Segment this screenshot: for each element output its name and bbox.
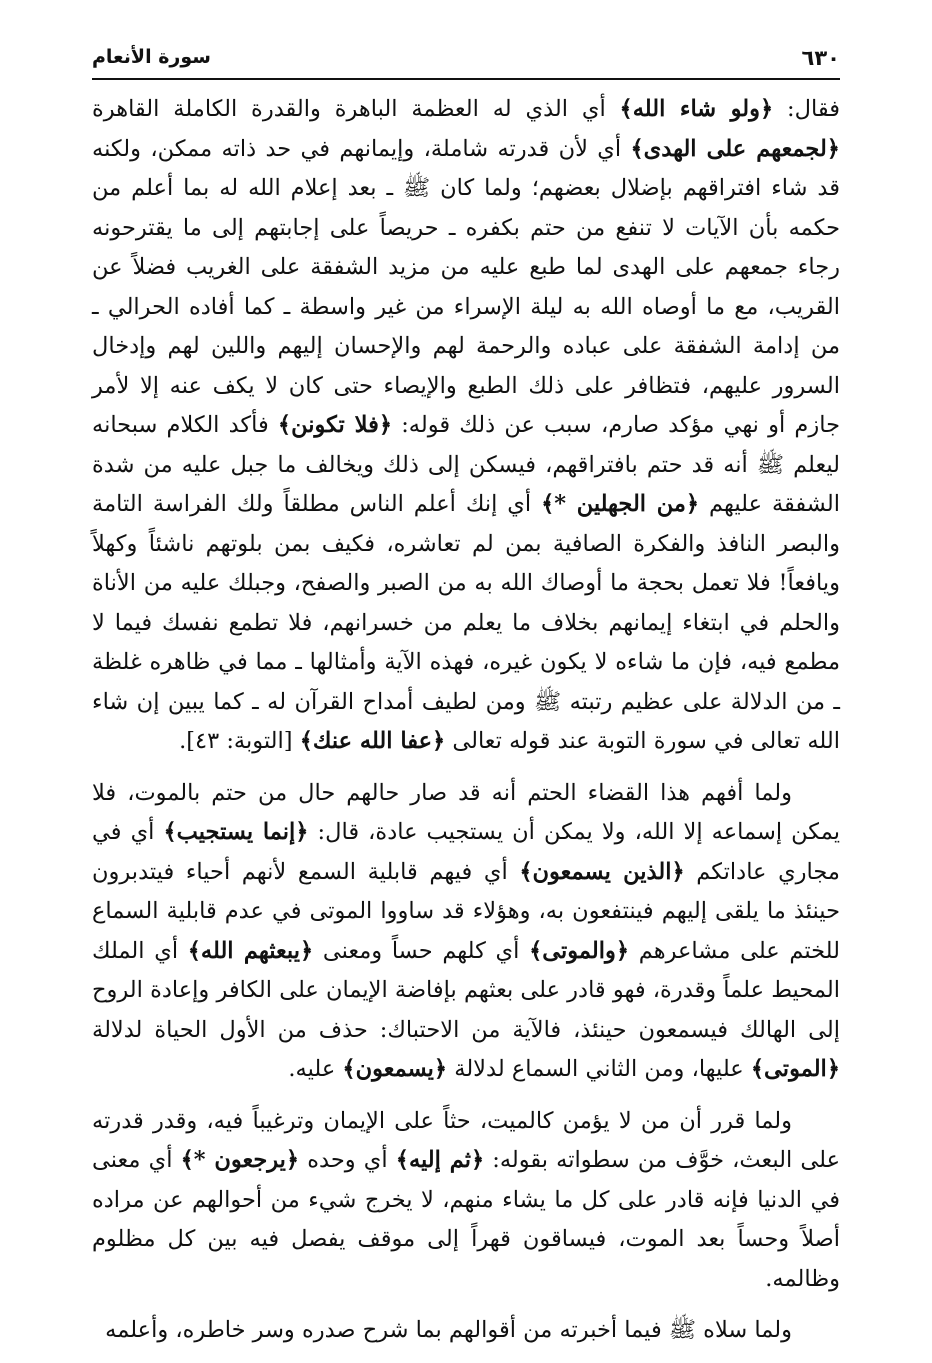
commentary-text: أي الذي له العظمة الباهرة والقدرة الكاملة القاهرة (92, 96, 620, 122)
quran-quote: ﴿يسمعون﴾ (342, 1056, 448, 1082)
commentary-text: [التوبة: ٤٣]. (179, 728, 300, 754)
quran-quote: ﴿لجمعهم على الهدى﴾ (630, 135, 840, 162)
commentary-text: عليها، ومن الثاني السماع لدلالة (447, 1056, 751, 1082)
paragraph (92, 90, 840, 762)
quran-quote: ﴿الذين يسمعون﴾ (519, 858, 685, 885)
commentary-text: عليه. (288, 1056, 343, 1082)
quran-quote: ﴿والموتى﴾ (529, 937, 630, 964)
commentary-text: أي في مجاري عاداتكم (92, 819, 840, 885)
commentary-text: أي وحده (299, 1147, 396, 1173)
commentary-text: أي فيهم قابلية السمع لأنهم أحياء فيتدبرون حينئذ ما يلقى إليهم فينتفعون به، وهؤلاء قد ساووا الموتى في عدم قابلية السماع للختم على مشاعرهم (92, 858, 840, 964)
quran-quote: ﴿ثم إليه﴾ (395, 1147, 485, 1173)
commentary-text: أي معنى في الدنيا فإنه قادر على كل ما يشاء منهم، لا يخرج شيء من أحوالهم عن مراده أصلاً وحساً بعد الموت، فيساقون قهراً إلى موقف يفصل فيه بين كل مظلوم وظالمه. (92, 1147, 840, 1292)
commentary-text: أي كلهم حساً ومعنى (313, 937, 530, 964)
commentary-text: ولما قرر أن من لا يؤمن كالميت، حثاً على الإيمان وترغيباً فيه، وقدر قدرته على البعث، خوَّف من سطواته بقوله: (92, 1107, 840, 1173)
commentary-text: أي إنك أعلم الناس مطلقاً ولك الفراسة التامة والبصر النافذ والفكرة الصافية بمن لم تعاشره، فكيف بمن بلوتهم ناشئاً وكهلاً ويافعاً! فلا تعمل بحجة ما أوصاك الله به من الصبر والصفح، وجبلك عليه من الأناة والحلم في ابتغاء إيمانهم بخلاف ما يعلم من خسرانهم، فلا تطمع نفسك فيما لا مطمع فيه، فإن ما شاءه لا يكون غيره، فهذه الآية وأمثالها ـ مما في ظاهره غلظة ـ من الدلالة على عظيم رتبته ﷺ ومن لطيف أمداح القرآن له ـ كما يبين إن شاء الله تعالى في سورة التوبة عند قوله تعالى (92, 491, 840, 754)
header-rule (92, 78, 840, 80)
commentary-text: فأكد الكلام سبحانه ليعلم ﷺ أنه قد حتم بافتراقهم، فيسكن إلى ذلك ويخالف ما جبل عليه من شدة الشفقة عليهم (92, 412, 840, 517)
commentary-text: فقال: (773, 96, 840, 122)
quran-quote: ﴿عفا الله عنك﴾ (299, 728, 446, 754)
quran-quote: ﴿يبعثهم الله﴾ (187, 937, 314, 964)
quran-quote: ﴿إنما يستجيب﴾ (163, 819, 309, 845)
commentary-text: أي لأن قدرته شاملة، وإيمانهم في حد ذاته ممكن، ولكنه قد شاء افتراقهم بإضلال بعضهم؛ ولما كان ﷺ ـ بعد إعلام الله له بما أعلم من حكمه بأن الآيات لا تنفع من حتم بكفره ـ حريصاً على إجابتهم إلى ما يقترحونه رجاء جمعهم على الهدى لما طبع عليه من مزيد الشفقة على الغريب فضلاً عن القريب، مع ما أوصاه الله به ليلة الإسراء من غير واسطة ـ كما أفاده الحرالي ـ من إدامة الشفقة على عباده والرحمة لهم والإحسان إليهم واللين لهم وإدخال السرور عليهم، فتظافر على ذلك الطبع والإيصاء حتى كان لا يكف عنه إلا لأمر جازم أو نهي مؤكد صارم، سبب عن ذلك قوله: (92, 135, 840, 438)
paragraph (92, 774, 840, 1090)
page-number: ٦٣٠ (801, 46, 840, 70)
quran-quote: ﴿من الجهلين *﴾ (541, 491, 700, 517)
quran-quote: ﴿يرجعون *﴾ (180, 1147, 300, 1173)
commentary-text: ولما أفهم هذا القضاء الحتم أنه قد صار حالهم حال من حتم بالموت، فلا يمكن إسماعه إلا الله، ولا يمكن أن يستجيب عادة، قال: (92, 779, 840, 845)
quran-quote: ﴿فلا تكونن﴾ (277, 412, 393, 438)
commentary-text: أي الملك المحيط علماً وقدرة، فهو قادر على بعثهم بإفاضة الإيمان على الكافر وإعادة الروح إلى الهالك فيسمعون حينئذ، فالآية من الاحتباك: حذف من الأول الحياة لدلالة (92, 937, 840, 1043)
commentary-text: ولما سلاه ﷺ فيما أخبرته من أقوالهم بما شرح صدره وسر خاطره، وأعلمه (105, 1317, 792, 1343)
surah-title: سورة الأنعام (92, 46, 211, 68)
paragraph (92, 1311, 840, 1351)
paragraph (92, 1102, 840, 1300)
quran-quote: ﴿ولو شاء الله﴾ (619, 96, 774, 122)
page-header (92, 46, 840, 76)
quran-quote: ﴿الموتى﴾ (750, 1056, 840, 1082)
page-body (92, 90, 840, 1363)
